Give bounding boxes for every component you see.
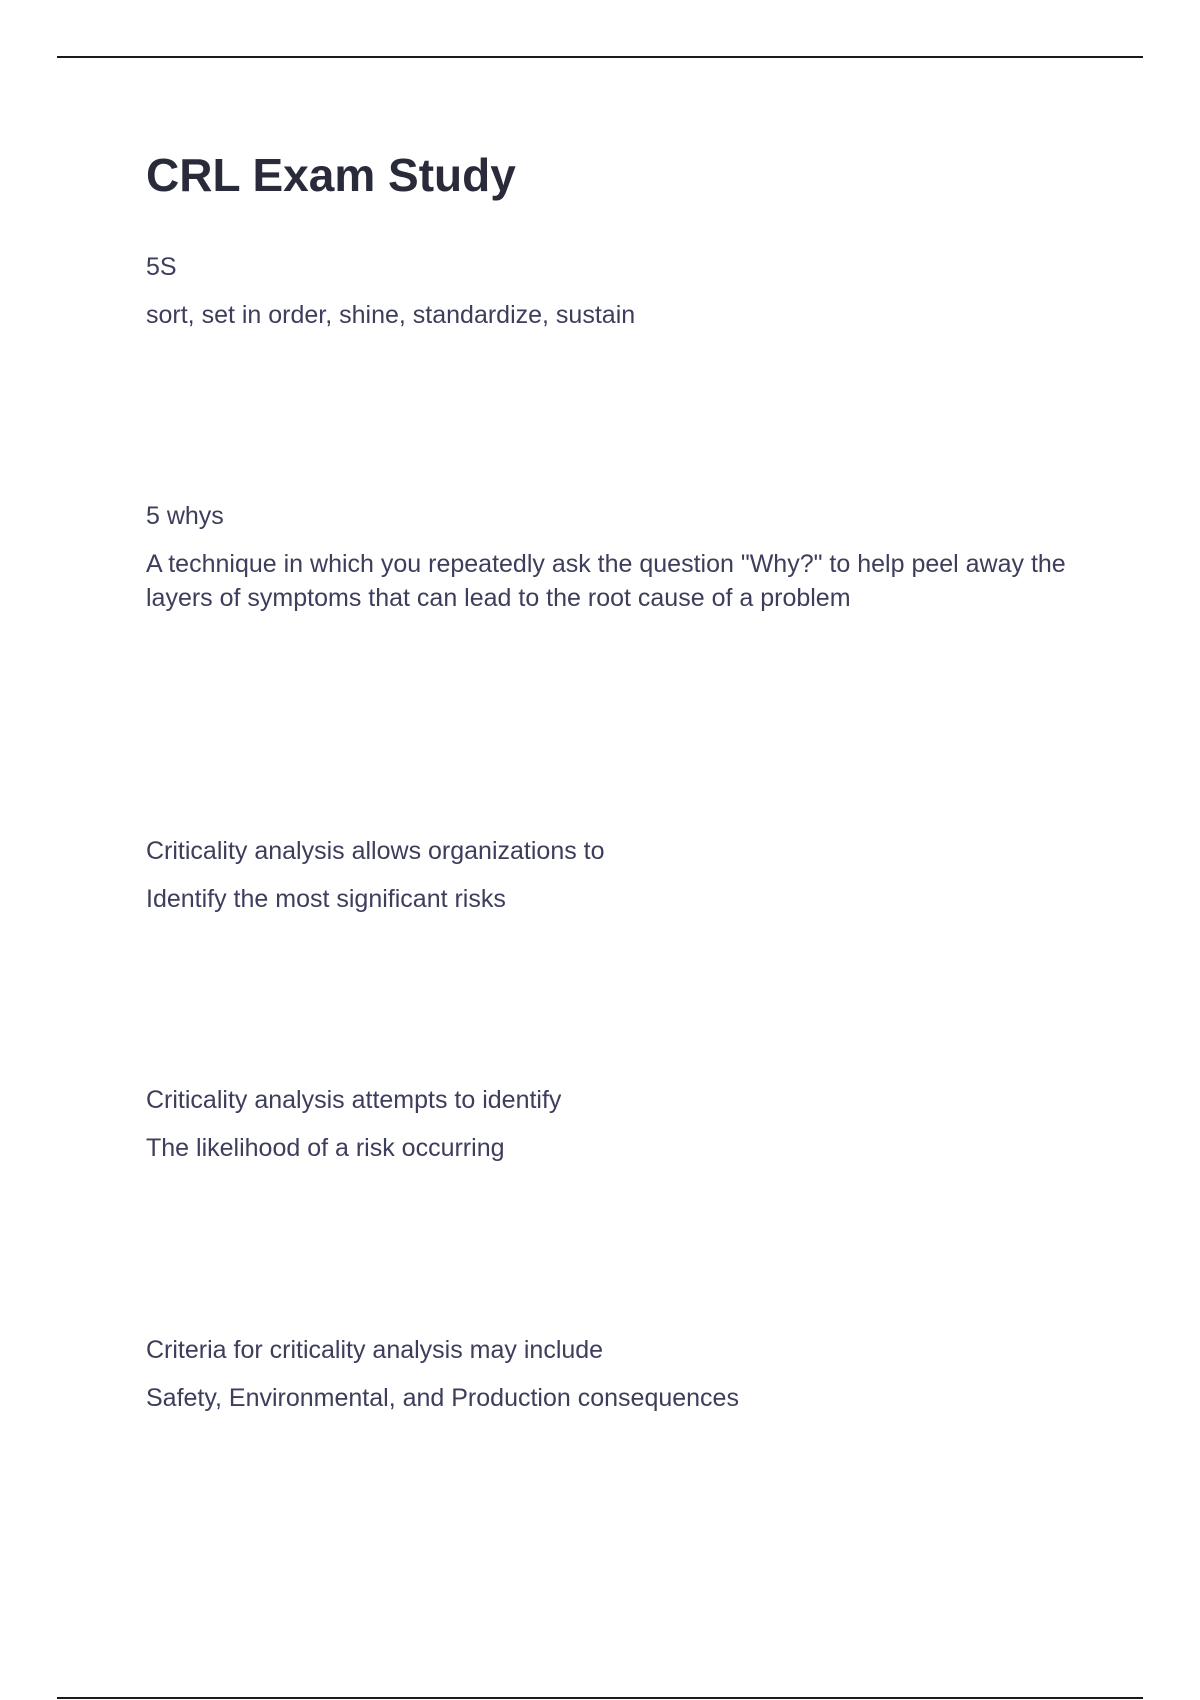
card-term: Criticality analysis allows organizations to xyxy=(146,837,605,865)
card-definition: Safety, Environmental, and Production consequences xyxy=(146,1384,739,1412)
card-term: 5 whys xyxy=(146,502,224,530)
flashcard-5-whys xyxy=(146,499,1066,615)
card-term: Criteria for criticality analysis may include xyxy=(146,1336,604,1364)
card-definition: sort, set in order, shine, standardize, sustain xyxy=(146,301,636,329)
flashcard-5s xyxy=(146,250,1066,332)
document-title: CRL Exam Study xyxy=(146,149,516,201)
card-definition: A technique in which you repeatedly ask the question "Why?" to help peel away the layers of symptoms that can lead to the root cause of a problem xyxy=(146,550,1066,612)
bottom-divider xyxy=(57,1697,1143,1699)
flashcard-criticality-criteria xyxy=(146,1333,1066,1415)
flashcard-criticality-identify xyxy=(146,1083,1066,1165)
flashcard-criticality-allows xyxy=(146,834,1066,916)
card-term: Criticality analysis attempts to identify xyxy=(146,1086,562,1114)
top-divider xyxy=(57,56,1143,58)
card-term: 5S xyxy=(146,253,177,281)
card-definition: The likelihood of a risk occurring xyxy=(146,1134,505,1162)
card-definition: Identify the most significant risks xyxy=(146,885,506,913)
